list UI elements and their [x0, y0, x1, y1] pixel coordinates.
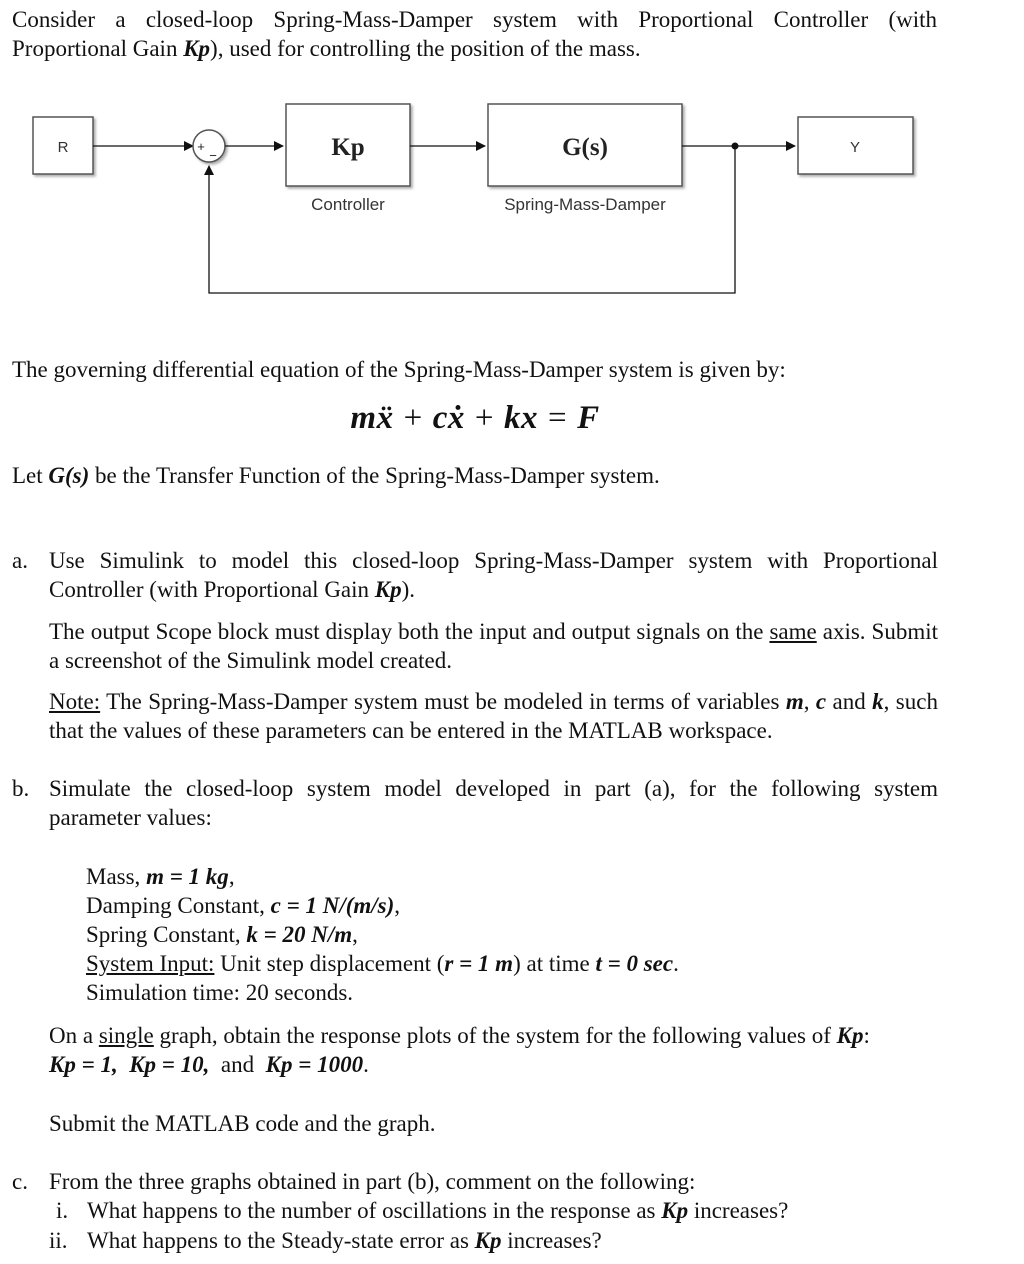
- note-m: m: [785, 689, 804, 714]
- damping-value: c = 1 N/(m/s): [270, 893, 395, 918]
- damping-label: Damping Constant,: [86, 893, 271, 918]
- note-k: k: [872, 689, 884, 714]
- part-a-text-1: Use Simulink to model this closed-loop Spring-Mass-Damper system with Proportional Controller (with Proportional Gain: [49, 548, 938, 602]
- let-paragraph: [12, 461, 937, 490]
- question-2: [87, 1226, 602, 1255]
- eq-plus-2: +: [474, 400, 494, 436]
- input-label-r: R: [57, 139, 69, 156]
- let-gs: G(s): [48, 463, 90, 488]
- eq-plus-1: +: [403, 400, 423, 436]
- eq-F: F: [577, 400, 600, 436]
- input-text-1: Unit step displacement (: [214, 951, 445, 976]
- governing-equation: [0, 400, 950, 437]
- controller-caption: Controller: [311, 195, 385, 214]
- part-a-paragraph-1: [49, 546, 938, 604]
- graph-single: single: [98, 1023, 154, 1048]
- note-sep: ,: [803, 689, 816, 714]
- block-diagram: [0, 0, 1024, 310]
- eq-c: c: [432, 400, 448, 436]
- parameter-list: [86, 862, 679, 1007]
- controller-block-label: Kp: [331, 134, 365, 161]
- graph-kp: Kp: [836, 1023, 864, 1048]
- part-a-kp: Kp: [374, 577, 402, 602]
- param-spring: [86, 920, 679, 949]
- input-label: System Input:: [86, 951, 215, 976]
- let-text-1: Let: [12, 463, 49, 488]
- eq-xdot: ẋ: [447, 400, 465, 436]
- param-input: [86, 949, 679, 978]
- q1-text-1: What happens to the number of oscillations in the response as: [87, 1198, 662, 1223]
- question-2-label: ii.: [49, 1228, 68, 1253]
- spring-value: k = 20 N/m: [246, 922, 353, 947]
- note-c: c: [815, 689, 827, 714]
- output-label-y: Y: [849, 139, 861, 156]
- eq-m: m: [350, 400, 377, 436]
- plant-caption: Spring-Mass-Damper: [504, 195, 666, 214]
- eq-kx: kx: [503, 400, 538, 436]
- note-label: Note:: [49, 689, 101, 714]
- q2-text-1: What happens to the Steady-state error as: [87, 1228, 475, 1253]
- kp-end: .: [363, 1052, 369, 1077]
- damping-end: ,: [394, 893, 401, 918]
- part-a-text-2: ).: [401, 577, 416, 602]
- eq-equals: =: [547, 400, 568, 436]
- question-1: [87, 1196, 788, 1225]
- input-end: .: [673, 951, 679, 976]
- q2-text-2: increases?: [501, 1228, 602, 1253]
- mass-label: Mass,: [86, 864, 147, 889]
- note-and: and: [826, 689, 873, 714]
- param-damping: [86, 891, 679, 920]
- intro-text-2: ), used for controlling the position of the mass.: [210, 36, 641, 61]
- graph-colon: :: [863, 1023, 870, 1048]
- input-text-2: ) at time: [513, 951, 596, 976]
- note-text-1: The Spring-Mass-Damper system must be modeled in terms of variables: [100, 689, 786, 714]
- sum-minus-sign: −: [209, 148, 217, 163]
- part-b-graph-paragraph: [49, 1021, 938, 1079]
- graph-text-2: graph, obtain the response plots of the system for the following values of: [153, 1023, 837, 1048]
- question-1-label: i.: [56, 1198, 69, 1223]
- note-text-2: , such that the values of these parameters can be entered in the MATLAB workspace.: [49, 689, 938, 743]
- part-a-label: a.: [12, 548, 28, 573]
- spring-label: Spring Constant,: [86, 922, 247, 947]
- part-a-same: same: [769, 619, 817, 644]
- param-mass: [86, 862, 679, 891]
- spring-end: ,: [352, 922, 358, 947]
- param-simtime: Simulation time: 20 seconds.: [86, 980, 354, 1005]
- part-b-submit: Submit the MATLAB code and the graph.: [49, 1111, 436, 1136]
- plant-block-label: G(s): [562, 134, 608, 161]
- kp-and: and: [209, 1052, 266, 1077]
- graph-text-1: On a: [49, 1023, 99, 1048]
- part-c-intro: From the three graphs obtained in part (b), comment on the following:: [49, 1169, 696, 1194]
- mass-value: m = 1 kg: [146, 864, 229, 889]
- input-r: r = 1 m: [444, 951, 514, 976]
- eq-xddot: ẍ: [376, 400, 394, 436]
- q1-text-2: increases?: [688, 1198, 789, 1223]
- intro-kp: Kp: [183, 36, 211, 61]
- mass-end: ,: [228, 864, 235, 889]
- kp-last: Kp = 1000: [265, 1052, 364, 1077]
- part-c-label: c.: [12, 1169, 28, 1194]
- intro-text-1: Consider a closed-loop Spring-Mass-Damper system with Proportional Controller (with Proportional Gain: [12, 7, 937, 61]
- input-t: t = 0 sec: [595, 951, 674, 976]
- sum-plus-sign: +: [197, 139, 205, 154]
- part-b-paragraph-1: Simulate the closed-loop system model developed in part (a), for the following system parameter values:: [49, 776, 938, 830]
- q2-kp: Kp: [474, 1228, 502, 1253]
- governing-text: The governing differential equation of the Spring-Mass-Damper system is given by:: [12, 357, 786, 382]
- part-a-paragraph-2: [49, 617, 938, 675]
- let-text-2: be the Transfer Function of the Spring-Mass-Damper system.: [89, 463, 660, 488]
- kp-values: Kp = 1, Kp = 10,: [49, 1052, 210, 1077]
- part-a-note: [49, 687, 938, 745]
- part-b-label: b.: [12, 776, 30, 801]
- q1-kp: Kp: [661, 1198, 689, 1223]
- part-a-scope-text-1: The output Scope block must display both the input and output signals on the: [49, 619, 770, 644]
- part-a-scope-text-2: axis. Submit a screenshot of the Simulink model created.: [49, 619, 939, 673]
